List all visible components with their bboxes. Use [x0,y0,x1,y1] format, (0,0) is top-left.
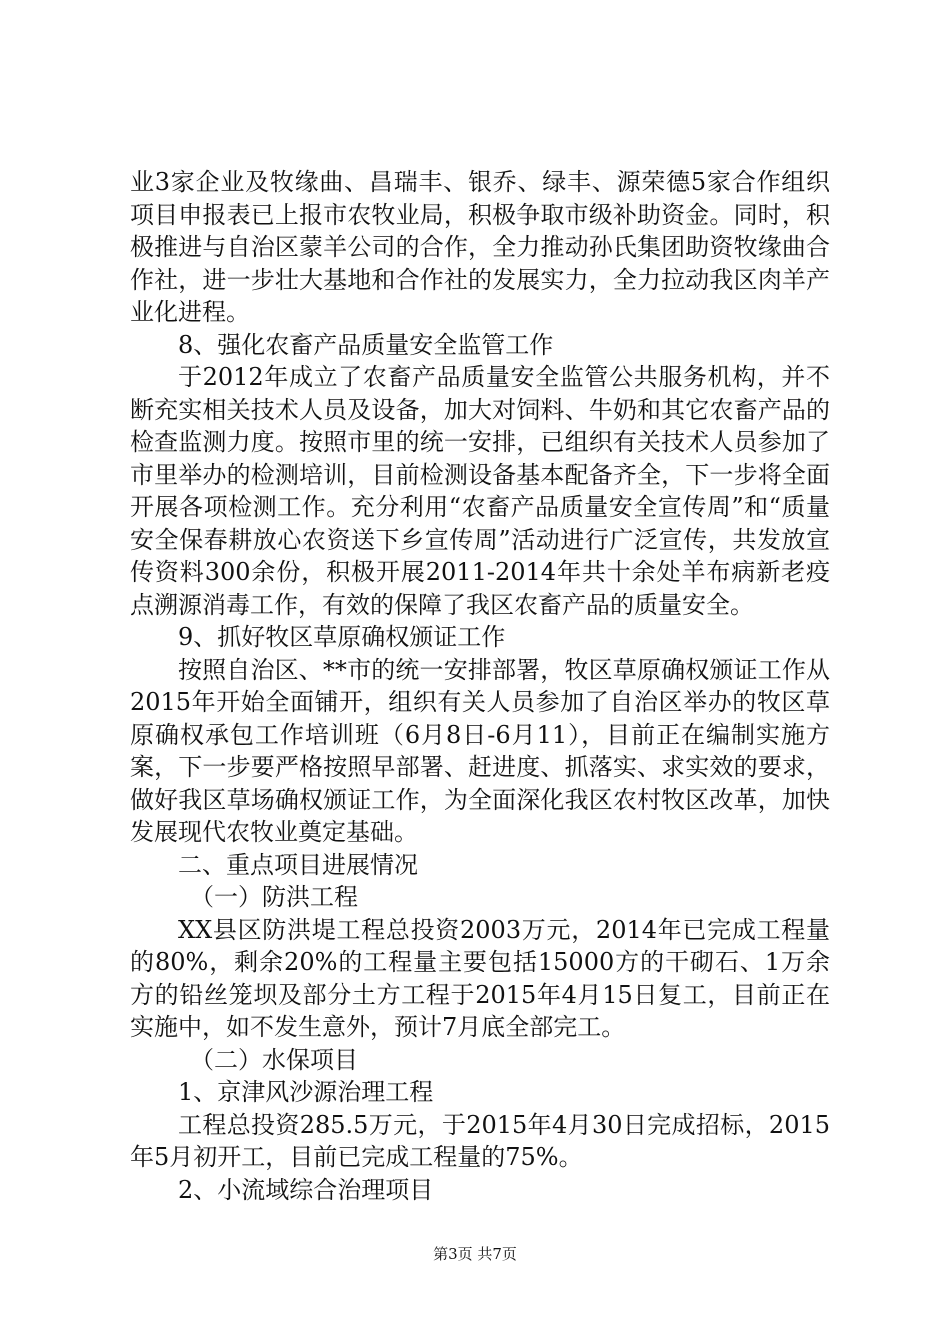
paragraph-quality-supervision: 于2012年成立了农畜产品质量安全监管公共服务机构，并不断充实相关技术人员及设备，加大对饲料、牛奶和其它农畜产品的检查监测力度。按照市里的统一安排，已组织有关技术人员参加了市里举办的检测培训，目前检测设备基本配备齐全，下一步将全面开展各项检测工作。充分利用“农畜产品质量安全宣传周”和“质量安全保春耕放心农资送下乡宣传周”活动进行广泛宣传，共发放宣传资料300余份，积极开展2011-2014年共十余处羊布病新老疫点溯源消毒工作，有效的保障了我区农畜产品的质量安全。 [130,363,830,619]
paragraph-sandstorm-source: 工程总投资285.5万元，于2015年4月30日完成招标，2015年5月初开工，目前已完成工程量的75%。 [130,1110,830,1171]
heading-sandstorm-source: 1、京津风沙源治理工程 [178,1078,434,1106]
heading-watershed-management: 2、小流域综合治理项目 [178,1175,434,1204]
heading-grassland-certification: 9、抓好牧区草原确权颁证工作 [178,623,506,651]
document-body [130,166,830,1206]
paragraph-flood-control: XX县区防洪堤工程总投资2003万元，2014年已完成工程量的80%，剩余20%的工程量主要包括15000方的干砌石、1万余方的铅丝笼坝及部分土方工程于2015年4月15日复工，目前正在实施中，如不发生意外，预计7月底全部完工。 [130,915,830,1041]
heading-flood-control: （一）防洪工程 [190,883,358,911]
heading-quality-supervision: 8、强化农畜产品质量安全监管工作 [178,330,554,359]
heading-key-projects: 二、重点项目进展情况 [178,850,418,879]
page-footer: 第3页 共7页 [433,1245,517,1263]
paragraph-grassland-certification: 按照自治区、**市的统一安排部署，牧区草原确权颁证工作从2015年开始全面铺开，组织有关人员参加了自治区举办的牧区草原确权承包工作培训班（6月8日-6月11），目前正在编制实施方案，下一步要严格按照早部署、赶进度、抓落实、求实效的要求，做好我区草场确权颁证工作，为全面深化我区农村牧区改革，加快发展现代农牧业奠定基础。 [130,655,830,846]
heading-water-conservation: （二）水保项目 [190,1045,358,1074]
paragraph-cooperative-projects: 业3家企业及牧缘曲、昌瑞丰、银乔、绿丰、源荣德5家合作组织项目申报表已上报市农牧业局，积极争取市级补助资金。同时，积极推进与自治区蒙羊公司的合作，全力推动孙氏集团助资牧缘曲合作社，进一步壮大基地和合作社的发展实力，全力拉动我区肉羊产业化进程。 [130,168,830,326]
